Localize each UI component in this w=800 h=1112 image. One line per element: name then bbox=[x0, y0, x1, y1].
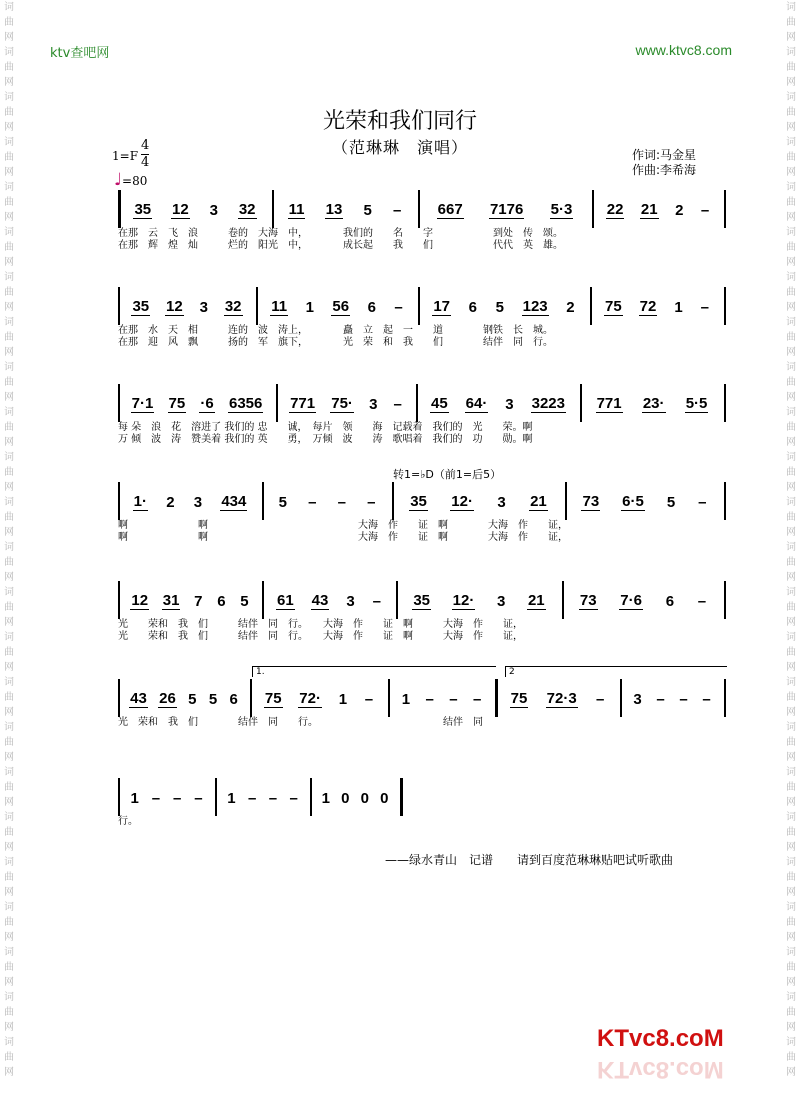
note-group: 3 bbox=[633, 690, 642, 708]
note-group: 17 bbox=[433, 297, 450, 315]
note-group: 5 bbox=[208, 690, 218, 708]
note-group: 43 bbox=[311, 591, 329, 609]
measure bbox=[124, 784, 209, 812]
note-group: 0 bbox=[341, 789, 350, 807]
note-group: 73 bbox=[582, 492, 600, 510]
note-group: 6 bbox=[217, 592, 226, 610]
measure bbox=[124, 390, 270, 418]
note-group: – bbox=[367, 493, 376, 511]
note-group: 5 bbox=[240, 592, 249, 610]
lyricist-credit: 作词:马金星 bbox=[632, 148, 697, 162]
note-group: 45 bbox=[430, 394, 448, 412]
note-group: 3 bbox=[497, 493, 506, 511]
note-group: – bbox=[289, 789, 298, 807]
measure bbox=[282, 390, 410, 418]
note-group: 7·6 bbox=[620, 591, 642, 609]
barline bbox=[388, 679, 390, 717]
measure bbox=[124, 488, 256, 516]
note-group: 5·3 bbox=[550, 200, 573, 218]
note-group: 7 bbox=[194, 592, 203, 610]
note-group: 12 bbox=[166, 297, 183, 315]
barline bbox=[418, 190, 420, 228]
barline bbox=[310, 778, 312, 816]
barline bbox=[250, 679, 252, 717]
barline bbox=[392, 482, 394, 520]
note-group: 7·1 bbox=[131, 394, 154, 412]
side-watermark-right: 词曲网词曲网词曲网词曲网词曲网词曲网词曲网词曲网词曲网词曲网词曲网词曲网词曲网词曲网词曲网词曲网词曲网词曲网词曲网词曲网词曲网词曲网词曲网词曲网 bbox=[786, 2, 796, 1078]
barline bbox=[118, 482, 120, 520]
header-site-name[interactable]: ktv查吧网 bbox=[50, 46, 110, 61]
meter-bottom: 4 bbox=[141, 155, 150, 170]
note-group: – bbox=[393, 395, 402, 413]
transcriber-note: ——绿水青山 记谱 请到百度范琳琳贴吧试听歌曲 bbox=[385, 853, 674, 867]
note-group: – bbox=[337, 493, 346, 511]
barline bbox=[118, 384, 120, 422]
note-group: 3 bbox=[193, 493, 203, 511]
measure bbox=[262, 293, 412, 321]
measure bbox=[316, 784, 394, 812]
barline bbox=[400, 778, 403, 816]
measure bbox=[278, 196, 412, 224]
note-group: 1· bbox=[133, 492, 147, 510]
song-performer: （范琳琳 演唱） bbox=[331, 138, 468, 157]
note-group: – bbox=[194, 789, 203, 807]
barline bbox=[118, 581, 120, 619]
quarter-note-icon: ♩ bbox=[114, 170, 123, 190]
site-logo[interactable]: KTvc8.coM bbox=[597, 1025, 724, 1052]
lyric-line: 啊 啊 大海 作 证 啊 大海 作 证， bbox=[118, 532, 568, 543]
measure bbox=[586, 390, 718, 418]
note-group: 434 bbox=[221, 492, 247, 510]
note-group: 3223 bbox=[531, 394, 565, 412]
meter-top: 4 bbox=[141, 138, 150, 153]
note-group: 6 bbox=[229, 690, 238, 708]
note-group: 6 bbox=[665, 592, 675, 610]
note-group: – bbox=[372, 592, 381, 610]
measure bbox=[422, 390, 574, 418]
note-group: 21 bbox=[530, 492, 547, 510]
lyric-line: 光 荣和 我 们 结伴 同 行。 结伴 同 bbox=[118, 717, 483, 728]
tempo-marking bbox=[114, 170, 147, 190]
note-group: 5 bbox=[188, 690, 197, 708]
note-group: ·6 bbox=[200, 394, 214, 412]
measure bbox=[596, 293, 718, 321]
measure bbox=[598, 196, 718, 224]
credits bbox=[632, 148, 696, 178]
note-group: 56 bbox=[332, 297, 350, 315]
note-group: – bbox=[394, 298, 403, 316]
note-group: 75 bbox=[168, 394, 186, 412]
note-group: – bbox=[308, 493, 317, 511]
note-group: 771 bbox=[596, 394, 622, 412]
note-group: 35 bbox=[132, 297, 150, 315]
barline bbox=[724, 287, 726, 325]
barline bbox=[262, 482, 264, 520]
note-group: 35 bbox=[410, 492, 427, 510]
barline bbox=[215, 778, 217, 816]
barline bbox=[620, 679, 622, 717]
note-group: 64· bbox=[465, 394, 488, 412]
note-group: 6·5 bbox=[622, 492, 644, 510]
note-group: 12· bbox=[452, 591, 475, 609]
header-site-url[interactable]: www.ktvc8.com bbox=[635, 42, 732, 58]
note-group: 12 bbox=[131, 591, 149, 609]
barline bbox=[565, 482, 567, 520]
second-ending-bracket: 2 bbox=[505, 666, 727, 677]
song-title: 光荣和我们同行 bbox=[322, 109, 477, 134]
note-group: 75 bbox=[264, 689, 282, 707]
measure bbox=[571, 488, 718, 516]
note-group: 1 bbox=[130, 789, 139, 807]
note-group: 12· bbox=[451, 492, 473, 510]
note-group: 12 bbox=[172, 200, 189, 218]
lyric-line: 万 倾 波 涛 赞美着 我们的 英 勇， 万倾 波 涛 歌唱着 我们的 功 勋。啊 bbox=[118, 434, 533, 445]
site-logo-reflection: KTvc8.coM bbox=[597, 1056, 724, 1083]
note-group: 1 bbox=[305, 298, 314, 316]
measure bbox=[124, 293, 250, 321]
note-group: – bbox=[472, 690, 482, 708]
measure bbox=[268, 488, 386, 516]
barline bbox=[724, 679, 726, 717]
note-group: 2 bbox=[566, 298, 575, 316]
measure bbox=[124, 587, 256, 615]
note-group: 5·5 bbox=[685, 394, 708, 412]
note-group: 31 bbox=[162, 591, 180, 609]
barline bbox=[562, 581, 564, 619]
note-group: 21 bbox=[527, 591, 545, 609]
note-group: – bbox=[679, 690, 688, 708]
note-group: – bbox=[393, 201, 402, 219]
note-group: 3 bbox=[505, 395, 514, 413]
note-group: 1 bbox=[338, 690, 348, 708]
lyric-line: 在那 辉 煌 灿 烂的 阳光 中， 成长起 我 们 代代 英 雄。 bbox=[118, 240, 563, 251]
barline bbox=[262, 581, 264, 619]
note-group: – bbox=[449, 690, 458, 708]
composer-credit: 作曲:李希海 bbox=[632, 163, 697, 177]
note-group: 6 bbox=[367, 298, 376, 316]
lyric-line: 光 荣和 我 们 结伴 同 行。 大海 作 证 啊 大海 作 证， bbox=[118, 619, 523, 630]
tempo-value: =80 bbox=[122, 174, 148, 188]
barline bbox=[396, 581, 398, 619]
note-group: 75· bbox=[331, 394, 353, 412]
note-group: 75 bbox=[510, 689, 528, 707]
note-group: 123 bbox=[522, 297, 548, 315]
note-group: – bbox=[247, 789, 257, 807]
note-group: 6 bbox=[468, 298, 477, 316]
note-group: 6356 bbox=[228, 394, 263, 412]
note-group: – bbox=[697, 592, 707, 610]
note-group: 667 bbox=[437, 200, 463, 218]
lyric-line: 光 荣和 我 们 结伴 同 行。 大海 作 证 啊 大海 作 证， bbox=[118, 631, 523, 642]
note-group: 75 bbox=[604, 297, 622, 315]
note-group: – bbox=[596, 690, 605, 708]
measure bbox=[256, 685, 382, 713]
note-group: – bbox=[268, 789, 278, 807]
measure bbox=[124, 196, 266, 224]
measure bbox=[568, 587, 718, 615]
note-group: 3 bbox=[199, 298, 208, 316]
note-group: 7176 bbox=[489, 200, 524, 218]
note-group: 5 bbox=[363, 201, 372, 219]
note-group: 2 bbox=[675, 201, 684, 219]
note-group: 35 bbox=[134, 200, 152, 218]
note-group: – bbox=[425, 690, 434, 708]
barline bbox=[118, 190, 121, 228]
barline bbox=[118, 679, 120, 717]
note-group: 0 bbox=[380, 789, 389, 807]
note-group: 1 bbox=[321, 789, 330, 807]
note-group: 35 bbox=[413, 591, 430, 609]
modulation-marking: 转1=♭D（前1=后5） bbox=[393, 468, 502, 481]
barline bbox=[118, 778, 120, 816]
lyric-line: 每 朵 浪 花 溶进了 我们的 忠 诚， 每片 领 海 记载着 我们的 光 荣。啊 bbox=[118, 422, 533, 433]
barline bbox=[724, 384, 726, 422]
note-group: – bbox=[172, 789, 182, 807]
barline bbox=[118, 287, 120, 325]
barline bbox=[416, 384, 418, 422]
barline bbox=[256, 287, 258, 325]
measure bbox=[221, 784, 304, 812]
note-group: 1 bbox=[227, 789, 236, 807]
barline bbox=[418, 287, 420, 325]
note-group: 3 bbox=[496, 592, 506, 610]
note-group: 5 bbox=[666, 493, 676, 511]
measure bbox=[424, 196, 586, 224]
measure bbox=[501, 685, 614, 713]
measure bbox=[424, 293, 584, 321]
lyric-line: 行。 bbox=[118, 816, 138, 827]
note-group: 771 bbox=[290, 394, 316, 412]
lyric-line: 在那 迎 风 飘 扬的 军 旗下， 光 荣 和 我 们 结伴 同 行。 bbox=[118, 337, 553, 348]
barline bbox=[590, 287, 592, 325]
note-group: 11 bbox=[288, 200, 305, 218]
measure bbox=[402, 587, 556, 615]
note-group: – bbox=[151, 789, 161, 807]
measure bbox=[398, 488, 559, 516]
barline bbox=[580, 384, 582, 422]
first-ending-bracket: 1. bbox=[252, 666, 496, 677]
lyric-line: 在那 云 飞 浪 卷的 大海 中， 我们的 名 字 到处 传 颂。 bbox=[118, 228, 563, 239]
note-group: 21 bbox=[640, 200, 658, 218]
note-group: 61 bbox=[276, 591, 294, 609]
note-group: 5 bbox=[278, 493, 287, 511]
note-group: 3 bbox=[209, 201, 218, 219]
note-group: 32 bbox=[224, 297, 242, 315]
side-watermark-left: 词曲网词曲网词曲网词曲网词曲网词曲网词曲网词曲网词曲网词曲网词曲网词曲网词曲网词曲网词曲网词曲网词曲网词曲网词曲网词曲网词曲网词曲网词曲网词曲网 bbox=[4, 2, 14, 1078]
note-group: 72 bbox=[639, 297, 657, 315]
lyric-line: 在那 水 天 相 连的 波 涛上， 矗 立 起 一 道 钢铁 长 城。 bbox=[118, 325, 553, 336]
note-group: – bbox=[656, 690, 665, 708]
note-group: 72· bbox=[299, 689, 321, 707]
note-group: – bbox=[700, 298, 709, 316]
note-group: 0 bbox=[360, 789, 369, 807]
barline bbox=[724, 581, 726, 619]
note-group: – bbox=[698, 493, 707, 511]
note-group: 3 bbox=[369, 395, 378, 413]
barline bbox=[276, 384, 278, 422]
note-group: 1 bbox=[401, 690, 411, 708]
note-group: 3 bbox=[346, 592, 355, 610]
note-group: 73 bbox=[579, 591, 597, 609]
note-group: – bbox=[364, 690, 374, 708]
measure bbox=[268, 587, 390, 615]
note-group: 72·3 bbox=[546, 689, 577, 707]
measure bbox=[394, 685, 489, 713]
note-group: – bbox=[700, 201, 710, 219]
barline bbox=[592, 190, 594, 228]
lyric-line: 啊 啊 大海 作 证 啊 大海 作 证， bbox=[118, 520, 568, 531]
note-group: 13 bbox=[325, 200, 343, 218]
barline bbox=[272, 190, 274, 228]
barline bbox=[724, 482, 726, 520]
key-signature: 1=F bbox=[112, 149, 139, 163]
note-group: 1 bbox=[674, 298, 683, 316]
note-group: 43 bbox=[130, 689, 147, 707]
note-group: 32 bbox=[238, 200, 256, 218]
barline bbox=[495, 679, 498, 717]
barline bbox=[724, 190, 726, 228]
note-group: 26 bbox=[159, 689, 176, 707]
time-signature bbox=[141, 138, 149, 171]
note-group: 2 bbox=[166, 493, 175, 511]
note-group: 23· bbox=[642, 394, 665, 412]
measure bbox=[626, 685, 718, 713]
note-group: 22 bbox=[606, 200, 624, 218]
note-group: – bbox=[702, 690, 711, 708]
note-group: 11 bbox=[271, 297, 288, 315]
note-group: 5 bbox=[495, 298, 504, 316]
measure bbox=[124, 685, 244, 713]
